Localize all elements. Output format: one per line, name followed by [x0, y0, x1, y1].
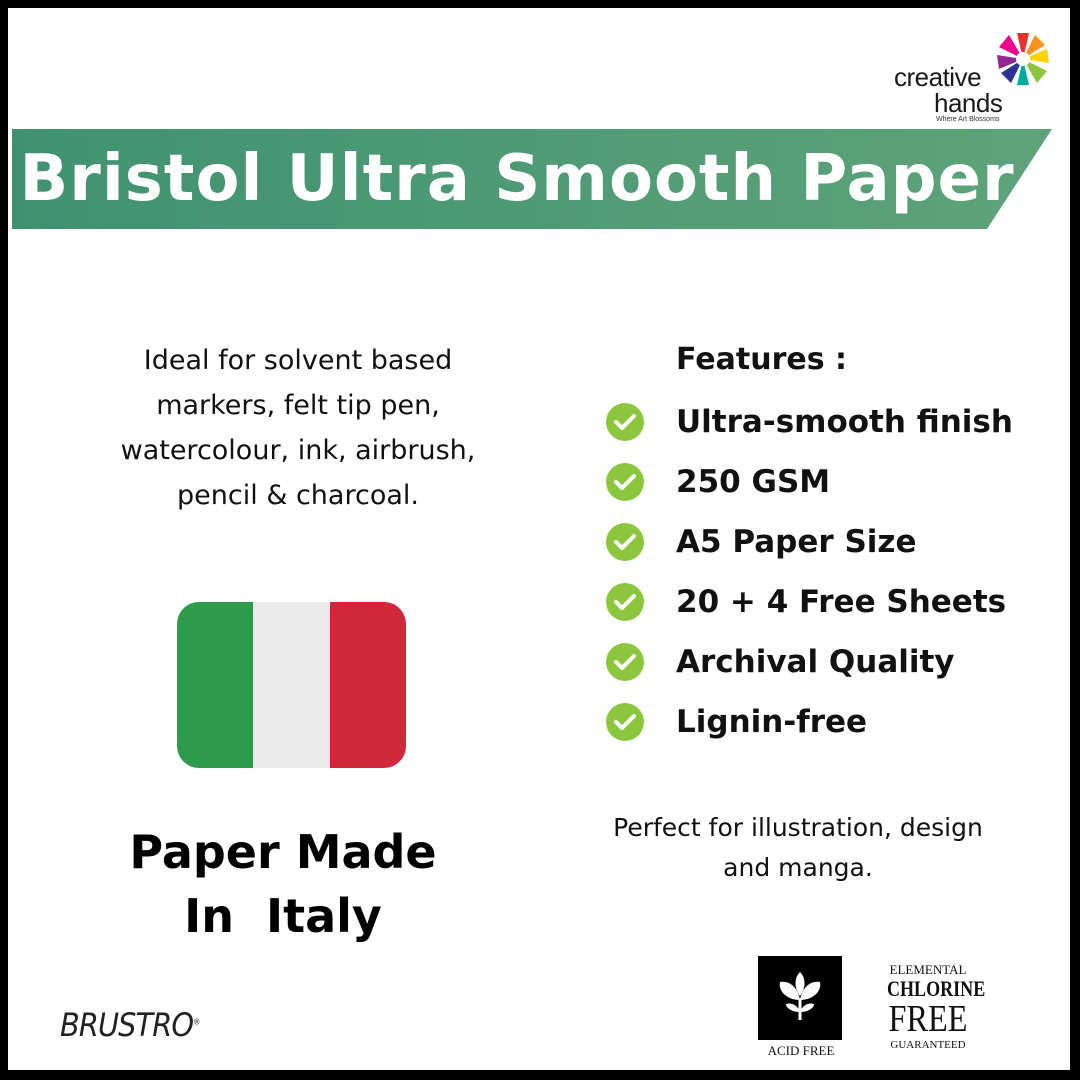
brustro-logo [60, 1006, 199, 1044]
page-title: Bristol Ultra Smooth Paper [19, 142, 1015, 216]
flag-stripe-white [253, 602, 329, 768]
features-heading: Features : [676, 342, 848, 377]
acid-free-badge [758, 956, 844, 1059]
usage-description [98, 338, 498, 518]
feature-label: 20 + 4 Free Sheets [676, 584, 1007, 620]
features-list [606, 392, 1046, 752]
check-icon [606, 463, 644, 501]
description-line: markers, felt tip pen, [156, 390, 440, 421]
leaf-icon [758, 956, 842, 1040]
use-case-line-1: Perfect for illustration, design [613, 813, 983, 842]
check-icon [606, 643, 644, 681]
brustro-name: BRUSTRO [60, 1006, 194, 1044]
check-icon [606, 703, 644, 741]
flag-stripe-green [177, 602, 253, 768]
registered-mark: ® [193, 1017, 200, 1027]
feature-item [606, 572, 1046, 632]
chlorine-free-badge [878, 962, 986, 1051]
ecf-line-2: CHLORINE [887, 976, 986, 1001]
use-case-line-2: and manga. [723, 853, 873, 882]
check-icon [606, 403, 644, 441]
brand-tagline: Where Art Blossoms [936, 116, 1000, 123]
description-line: watercolour, ink, airbrush, [120, 435, 476, 466]
brand-word-hands: hands [934, 88, 1003, 118]
use-case-statement [588, 808, 1008, 888]
product-card [8, 8, 1070, 1070]
origin-line-2: In Italy [184, 889, 382, 943]
check-icon [606, 583, 644, 621]
description-line: Ideal for solvent based [143, 345, 453, 376]
ecf-line-1: ELEMENTAL [889, 962, 967, 977]
feature-label: 250 GSM [676, 464, 831, 500]
feature-label: Lignin-free [676, 704, 868, 740]
ecf-line-4: GUARANTEED [890, 1039, 966, 1051]
feature-label: Ultra-smooth finish [676, 404, 1013, 440]
ecf-line-3: FREE [888, 998, 968, 1040]
italy-flag-icon [177, 602, 406, 768]
acid-free-label: ACID FREE [767, 1043, 835, 1058]
feature-item [606, 392, 1046, 452]
description-line: pencil & charcoal. [177, 480, 419, 511]
flag-stripe-red [330, 602, 406, 768]
check-icon [606, 523, 644, 561]
feature-item [606, 512, 1046, 572]
feature-item [606, 632, 1046, 692]
origin-statement [98, 820, 468, 948]
feature-label: A5 Paper Size [676, 524, 917, 560]
brand-word-creative: creative [894, 62, 982, 92]
creative-hands-logo [884, 28, 1054, 128]
feature-item [606, 452, 1046, 512]
feature-label: Archival Quality [676, 644, 955, 680]
flower-logo-icon [992, 28, 1054, 90]
feature-item [606, 692, 1046, 752]
title-banner [12, 129, 1052, 229]
origin-line-1: Paper Made [129, 825, 437, 879]
